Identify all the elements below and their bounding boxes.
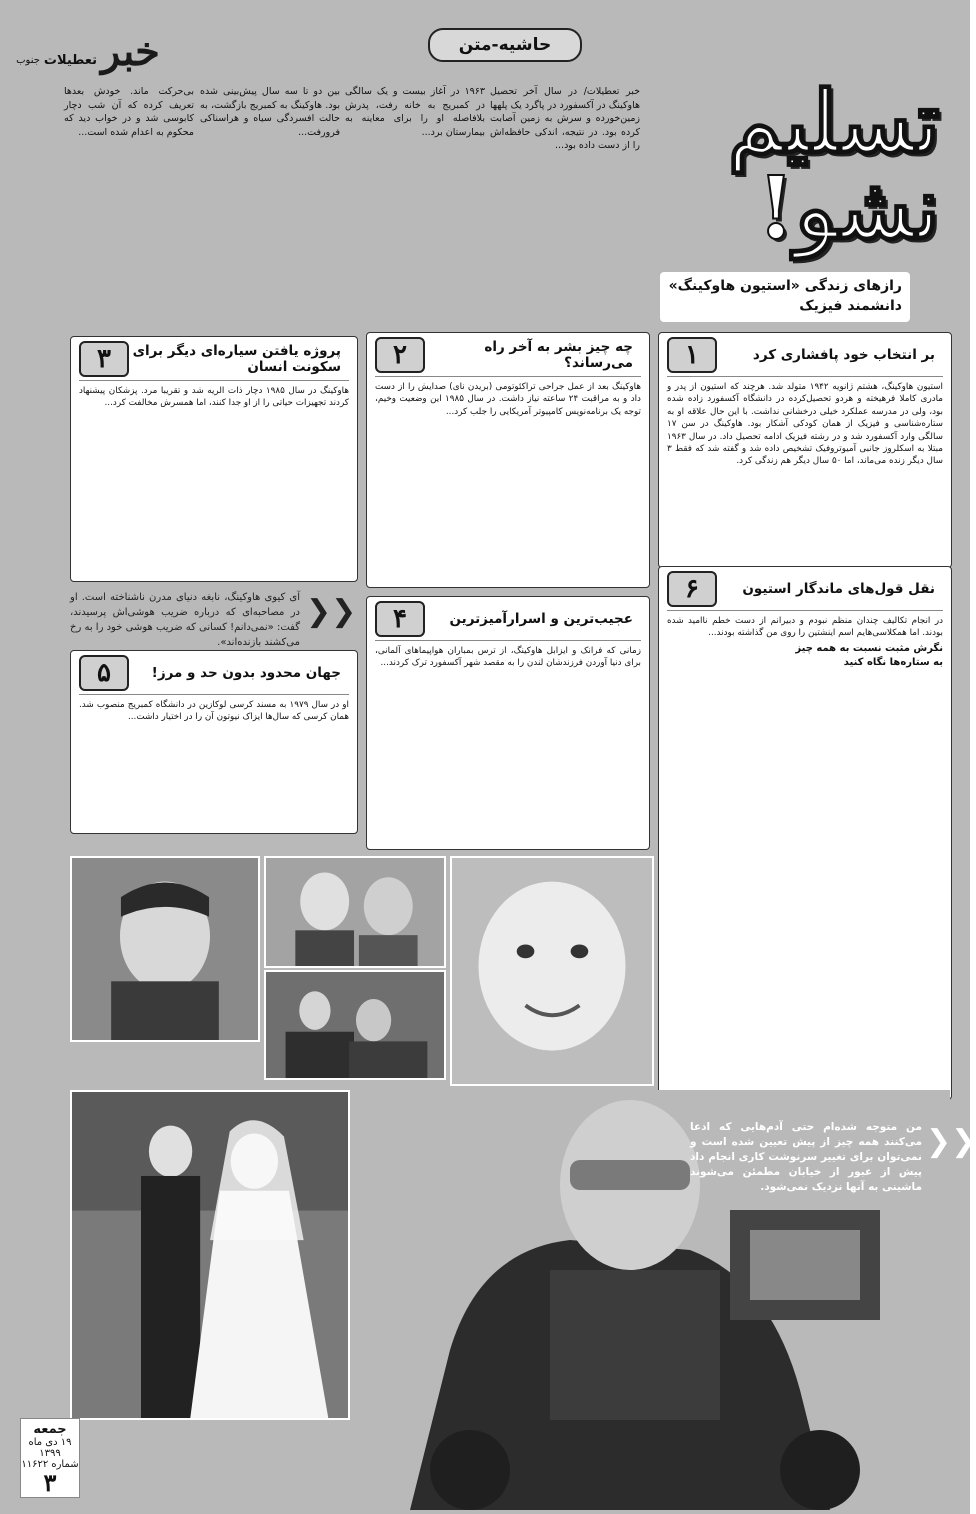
photo-young-boy bbox=[70, 856, 260, 1042]
section-1-body: استیون هاوکینگ، هشتم ژانویه ۱۹۴۲ متولد شد. هرچند که استیون از پدر و مادری کاملا فرهیخته و هردو تحصیل‌کرده در دانشگاه آکسفورد زاده شده بود، ولی در مدرسه عملکرد خیلی درخشانی نداشت. با این حال علاقه او به ستاره‌شناسی و فیزیک از همان کودکی آشکار بود. هاوکینگ در سن ۱۷ سالگی وارد آکسفورد شد و در رشته فیزیک ادامه تحصیل داد. در سال ۱۹۶۳ مبتلا به اسکلروز جانبی آمیوتروفیک تشخیص داده شد و گفته شد که فقط ۳ سال دیگر زنده می‌ماند، اما ۵۰ سال دیگر هم زندگی کرد. bbox=[667, 382, 943, 467]
section-1-title: بر انتخاب خود پافشاری کرد bbox=[752, 347, 935, 363]
masthead-logo bbox=[16, 10, 160, 75]
section-4 bbox=[366, 596, 650, 850]
section-6-subhead-1: نگرش مثبت نسبت به همه چیز bbox=[795, 642, 943, 654]
section-4-body: زمانی که فرانک و ایزابل هاوکینگ، از ترس بمباران هواپیماهای آلمانی، برای دنیا آوردن فرزندشان لندن را به مقصد شهر آکسفورد ترک کردند... bbox=[375, 646, 641, 669]
intro-column-1: خبر تعطیلات/ در سال آخر تحصیل هاوکینگ در آکسفورد در پاگرد یک پلهها زمین‌خورده و سرش به زمین آصابت کرده بود. در نتیجه، اندکی حافظه‌اش را از دست داده بود... bbox=[490, 86, 640, 152]
intro-column-4: بی‌حرکت ماند. خودش بعدها تعریف کرده که آن شب دچار کابوسی شد و در خواب دید که محکوم به اعدام شده است... bbox=[64, 86, 194, 138]
section-6-body: در انجام تکالیف چندان منظم نبودم و دبیرانم از دست خطم ناامید شده بودند. اما همکلاسی‌هایم اسم اینشتین را روی من گذاشته بودند... bbox=[667, 616, 943, 639]
section-5-title: جهان محدود بدون حد و مرز! bbox=[151, 665, 341, 681]
section-5 bbox=[70, 650, 358, 834]
section-2-title: چه چیز بشر به آخر راه می‌رساند؟ bbox=[484, 339, 633, 371]
headline-subtitle bbox=[660, 272, 910, 322]
issue-number: شماره ۱۱۶۲۲ bbox=[21, 1459, 79, 1470]
date-full: ۱۹ دی ماه ۱۳۹۹ bbox=[28, 1437, 72, 1459]
logo-sub-text: تعطیلات bbox=[43, 53, 98, 68]
section-6-subhead-2: به ستاره‌ها نگاه کنید bbox=[843, 656, 943, 668]
date-day: جمعه bbox=[33, 1422, 67, 1437]
section-1 bbox=[658, 332, 952, 568]
section-6-header bbox=[667, 571, 943, 611]
section-3-body: هاوکینگ در سال ۱۹۸۵ دچار ذات الریه شد و تقریبا مرد. پزشکان پیشنهاد کردند تجهیزات حیاتی را از او جدا کنند، اما همسرش مخالفت کرد... bbox=[79, 386, 349, 409]
section-3-title: پروژه یافتن سیاره‌ای دیگر برای سکونت انسان bbox=[132, 343, 341, 375]
section-2 bbox=[366, 332, 650, 588]
chevron-icon: ❮❮ bbox=[926, 1124, 976, 1159]
section-2-number: ۲ bbox=[375, 337, 425, 373]
section-6-title: نقل قول‌های ماندگار استیون bbox=[742, 581, 935, 597]
date-box bbox=[20, 1418, 80, 1498]
intro-column-3: بین دو تا سه سال پیش‌بینی شده بود. هاوکینگ به کمبریج بازگشت، به حالت افسردگی سیاه و هراسناکی فرورفت... bbox=[200, 86, 340, 138]
section-6-number: ۶ bbox=[667, 571, 717, 607]
section-3-header bbox=[79, 341, 349, 381]
chevron-icon: ❮❮ bbox=[306, 594, 357, 629]
photo-couple bbox=[264, 856, 446, 968]
subtitle-line1: رازهای زندگی «استیون هاوکینگ» bbox=[668, 278, 902, 294]
photo-group bbox=[264, 970, 446, 1080]
quote-destiny: من متوجه شده‌ام حتی آدم‌هایی که ادعا می‌کنند همه چیز از پیش تعیین شده است و نمی‌توان برای تغییر سرنوشت کاری انجام داد پیش از عبور از خیابان مطمئن می‌شوند ماشینی به آنها نزدیک نمی‌شود. bbox=[690, 1121, 922, 1193]
section-2-body: هاوکینگ بعد از عمل جراحی تراکئوتومی (بریدن نای) صدایش را از دست داد و به مراقبت ۲۴ ساعته نیاز داشت. در سال ۱۹۸۵ این وضعیت وخیم، توجه یک برنامه‌نویس کامپیوتر آمریکایی را جلب کرد... bbox=[375, 382, 641, 417]
quote-iq: آی کیوی هاوکینگ، نابغه دنیای مدرن ناشناخته است. او در مصاحبه‌ای که درباره ضریب هوشی‌اش پرسیدند، گفت: «نمی‌دانم! کسانی که ضریب هوشی خود را به رخ می‌کشند بازنده‌اند». bbox=[70, 592, 300, 648]
page-number: ۳ bbox=[43, 1468, 57, 1497]
section-3 bbox=[70, 336, 358, 582]
section-badge: حاشیه-متن bbox=[428, 28, 582, 62]
section-2-header bbox=[375, 337, 641, 377]
logo-tag-text: جنوب bbox=[16, 55, 40, 66]
section-4-header bbox=[375, 601, 641, 641]
section-5-header bbox=[79, 655, 349, 695]
photo-baby bbox=[450, 856, 654, 1086]
subtitle-line2: دانشمند فیزیک bbox=[799, 298, 902, 314]
headline-line1: تسلیم bbox=[727, 72, 940, 173]
section-1-number: ۱ bbox=[667, 337, 717, 373]
section-1-header bbox=[667, 337, 943, 377]
headline-line2: نشو! bbox=[757, 158, 940, 259]
logo-main-text: خبر bbox=[101, 28, 160, 75]
section-4-title: عجیب‌ترین و اسرارآمیزترین bbox=[449, 611, 633, 627]
section-5-body: او در سال ۱۹۷۹ به مسند کرسی لوکازین در دانشگاه کمبریج منصوب شد. همان کرسی که سال‌ها ایزاک نیوتون آن را در اختیار داشت... bbox=[79, 700, 349, 723]
section-6 bbox=[658, 566, 952, 1100]
section-4-number: ۴ bbox=[375, 601, 425, 637]
section-3-number: ۳ bbox=[79, 341, 129, 377]
photo-wedding bbox=[70, 1090, 350, 1420]
section-5-number: ۵ bbox=[79, 655, 129, 691]
intro-column-2: ۱۹۶۳ در آغاز بیست و یک سالگی در کمبریج به خانه رفت، پدرش بلافاصله او را برای معاینه به بیمارستان برد... bbox=[345, 86, 485, 138]
